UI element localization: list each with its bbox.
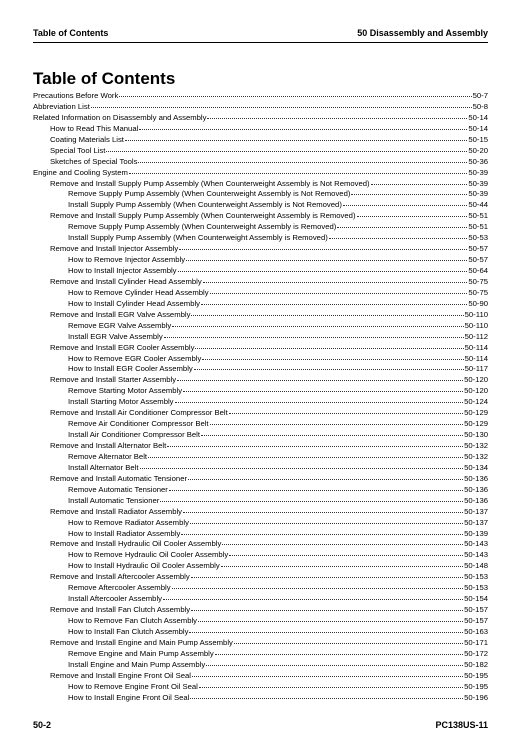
toc-dot-leader — [172, 581, 464, 589]
toc-page-number: 50-195 — [464, 670, 488, 680]
toc-entry-title: Install Automatic Tensioner — [68, 495, 160, 505]
toc-page-number: 50-51 — [468, 222, 488, 232]
toc-dot-leader — [371, 177, 468, 185]
toc-page-number: 50-57 — [468, 255, 488, 265]
toc-page-number: 50-136 — [464, 484, 488, 494]
toc-entry-title: How to Install Engine Front Oil Seal — [68, 692, 190, 702]
toc-page-number: 50-132 — [464, 451, 488, 461]
toc-page-number: 50-129 — [464, 419, 488, 429]
toc-entry-title: How to Install Hydraulic Oil Cooler Assembly — [68, 561, 220, 571]
toc-entry-title: Precautions Before Work — [33, 91, 119, 100]
toc-entry-title: Remove Supply Pump Assembly (When Counterweight Assembly is Not Removed) — [68, 189, 351, 199]
toc-dot-leader — [201, 297, 467, 305]
toc-entry-title: Remove and Install Injector Assembly — [50, 244, 179, 254]
toc-dot-leader — [179, 242, 467, 250]
toc-entry-title: Remove and Install Supply Pump Assembly (When Counterweight Assembly is Removed) — [50, 211, 356, 221]
toc-dot-leader — [203, 275, 468, 283]
toc-entry-title: Remove and Install Engine and Main Pump Assembly — [50, 637, 233, 647]
toc-dot-leader — [91, 100, 472, 108]
toc-dot-leader — [167, 439, 463, 447]
toc-page-number: 50-143 — [464, 550, 488, 560]
toc-page-number: 50-137 — [464, 517, 488, 527]
page-footer — [33, 720, 488, 734]
toc-entry-title: Remove Supply Pump Assembly (When Counterweight Assembly is Removed) — [68, 222, 337, 232]
toc-entry-title: Sketches of Special Tools — [50, 156, 138, 166]
toc-entry-title: How to Remove Cylinder Head Assembly — [68, 287, 209, 297]
toc-dot-leader — [138, 155, 467, 163]
toc-entry-title: Remove and Install Hydraulic Oil Cooler Assembly — [50, 539, 222, 549]
toc-dot-leader — [210, 417, 463, 425]
toc-dot-leader — [172, 319, 463, 327]
toc-entry-title: Install Supply Pump Assembly (When Counterweight Assembly is Not Removed) — [68, 200, 342, 210]
toc-entry-title: Remove and Install Radiator Assembly — [50, 506, 183, 516]
page-header — [33, 28, 488, 42]
toc-page-number: 50-20 — [468, 145, 488, 155]
toc-page-number: 50-182 — [464, 659, 488, 669]
toc-page-number: 50-148 — [464, 561, 488, 571]
model-number: PC138US-11 — [435, 720, 488, 730]
toc-entry-title: Remove and Install Fan Clutch Assembly — [50, 605, 191, 615]
toc-entry-title: Remove and Install Supply Pump Assembly (When Counterweight Assembly is Not Removed) — [50, 178, 370, 188]
toc-entry-title: Remove Aftercooler Assembly — [68, 583, 171, 593]
toc-dot-leader — [210, 286, 468, 294]
toc-entry-title: Related Information on Disassembly and Assembly — [33, 112, 207, 122]
toc-entry-title: How to Remove EGR Cooler Assembly — [68, 353, 202, 363]
toc-entry-title: Coating Materials List — [50, 134, 124, 144]
toc-dot-leader — [194, 362, 464, 370]
toc-dot-leader — [178, 264, 468, 272]
toc-page-number: 50-90 — [468, 298, 488, 308]
toc-page-number: 50-139 — [464, 528, 488, 538]
toc-page-number: 50-7 — [472, 91, 488, 100]
toc-page-number: 50-39 — [468, 178, 488, 188]
header-divider — [33, 42, 488, 43]
toc-dot-leader — [215, 647, 463, 655]
toc-dot-leader — [195, 341, 463, 349]
toc-page-number: 50-157 — [464, 616, 488, 625]
toc-dot-leader — [343, 198, 467, 206]
toc-entry-title: Remove Engine and Main Pump Assembly — [68, 648, 214, 658]
toc-dot-leader — [189, 625, 463, 633]
toc-entry-title: Remove and Install Alternator Belt — [50, 441, 167, 450]
toc-dot-leader — [337, 220, 467, 228]
toc-page-number: 50-14 — [468, 112, 488, 122]
toc-page-number: 50-44 — [468, 200, 488, 210]
toc-dot-leader — [177, 373, 463, 381]
toc-page-number: 50-195 — [464, 681, 488, 691]
toc-dot-leader — [191, 570, 463, 578]
toc-dot-leader — [198, 614, 463, 622]
toc-dot-leader — [140, 461, 464, 469]
toc-page-number: 50-110 — [464, 320, 488, 330]
toc-page-number: 50-143 — [464, 539, 488, 549]
header-chapter-title: 50 Disassembly and Assembly — [357, 28, 488, 38]
toc-entry-title: Remove EGR Valve Assembly — [68, 320, 172, 330]
toc-entry-title: How to Install Injector Assembly — [68, 266, 177, 275]
table-of-contents — [33, 90, 488, 703]
toc-entry-title: How to Remove Hydraulic Oil Cooler Assembly — [68, 550, 229, 560]
toc-entry-title: Install Air Conditioner Compressor Belt — [68, 430, 201, 440]
toc-entry-title: Install Supply Pump Assembly (When Counterweight Assembly is Removed) — [68, 233, 328, 243]
toc-page-number: 50-15 — [468, 134, 488, 144]
toc-entry[interactable] — [33, 692, 488, 703]
toc-page-number: 50-136 — [464, 495, 488, 505]
toc-entry-title: Remove Automatic Tensioner — [68, 484, 168, 494]
toc-entry-title: How to Remove Engine Front Oil Seal — [68, 681, 198, 691]
toc-entry-title: How to Install Radiator Assembly — [68, 528, 181, 538]
toc-page-number: 50-53 — [468, 233, 488, 243]
toc-page-number: 50-39 — [468, 167, 488, 177]
toc-entry-title: Abbreviation List — [33, 101, 90, 111]
toc-dot-leader — [190, 691, 463, 699]
toc-page-number: 50-64 — [468, 266, 488, 275]
toc-dot-leader — [160, 494, 463, 502]
toc-page-number: 50-14 — [468, 123, 488, 133]
toc-page-number: 50-154 — [464, 594, 488, 604]
toc-entry-title: Remove and Install Cylinder Head Assembly — [50, 276, 202, 286]
toc-dot-leader — [191, 308, 463, 316]
toc-dot-leader — [125, 133, 467, 141]
toc-dot-leader — [106, 144, 467, 152]
toc-page-number: 50-110 — [464, 309, 488, 319]
toc-dot-leader — [129, 166, 467, 174]
toc-dot-leader — [221, 559, 463, 567]
toc-page-number: 50-75 — [468, 276, 488, 286]
page-number: 50-2 — [33, 720, 52, 730]
toc-entry-title: Special Tool List — [50, 145, 106, 155]
toc-page-number: 50-114 — [464, 353, 488, 363]
toc-dot-leader — [190, 516, 463, 524]
toc-page-number: 50-75 — [468, 287, 488, 297]
toc-dot-leader — [169, 483, 463, 491]
toc-dot-leader — [207, 111, 467, 119]
toc-page-number: 50-117 — [464, 364, 488, 374]
toc-page-number: 50-51 — [468, 211, 488, 221]
toc-dot-leader — [329, 231, 468, 239]
toc-entry-title: Remove and Install EGR Cooler Assembly — [50, 342, 195, 352]
toc-entry-title: How to Install Cylinder Head Assembly — [68, 298, 201, 308]
toc-entry-title: How to Remove Injector Assembly — [68, 255, 186, 265]
toc-page-number: 50-130 — [464, 430, 488, 440]
toc-page-number: 50-132 — [464, 441, 488, 450]
toc-page-number: 50-163 — [464, 626, 488, 636]
toc-page-number: 50-124 — [464, 397, 488, 407]
toc-page-number: 50-157 — [464, 605, 488, 615]
toc-page-number: 50-36 — [468, 156, 488, 166]
toc-dot-leader — [163, 592, 463, 600]
toc-dot-leader — [164, 330, 464, 338]
toc-page-number: 50-120 — [464, 375, 488, 385]
toc-entry-title: How to Remove Radiator Assembly — [68, 517, 189, 527]
toc-dot-leader — [351, 187, 467, 195]
toc-page-number: 50-137 — [464, 506, 488, 516]
toc-entry-title: How to Read This Manual — [50, 123, 139, 133]
toc-entry-title: Remove and Install Starter Assembly — [50, 375, 177, 385]
toc-entry-title: Install Starting Motor Assembly — [68, 397, 174, 407]
toc-dot-leader — [183, 384, 463, 392]
toc-page-number: 50-136 — [464, 473, 488, 483]
toc-dot-leader — [139, 122, 467, 130]
page-title: Table of Contents — [33, 69, 176, 88]
toc-page-number: 50-153 — [464, 572, 488, 582]
toc-entry-title: Remove and Install Aftercooler Assembly — [50, 572, 190, 582]
toc-page-number: 50-171 — [464, 637, 488, 647]
toc-page-number: 50-8 — [472, 101, 488, 111]
toc-entry-title: How to Install Fan Clutch Assembly — [68, 626, 189, 636]
toc-entry-title: How to Install EGR Cooler Assembly — [68, 364, 193, 374]
toc-entry-title: Remove and Install Automatic Tensioner — [50, 473, 188, 483]
toc-entry-title: Remove Air Conditioner Compressor Belt — [68, 419, 209, 429]
toc-page-number: 50-172 — [464, 648, 488, 658]
toc-page-number: 50-134 — [464, 462, 488, 472]
toc-dot-leader — [183, 505, 463, 513]
toc-dot-leader — [234, 636, 463, 644]
toc-entry-title: Remove and Install Engine Front Oil Seal — [50, 670, 192, 680]
toc-dot-leader — [199, 680, 463, 688]
toc-entry-title: Remove and Install EGR Valve Assembly — [50, 309, 191, 319]
toc-entry-title: Install Alternator Belt — [68, 462, 139, 472]
toc-dot-leader — [191, 603, 463, 611]
toc-dot-leader — [188, 472, 463, 480]
toc-page-number: 50-39 — [468, 189, 488, 199]
toc-dot-leader — [229, 548, 463, 556]
toc-dot-leader — [181, 527, 463, 535]
toc-entry-title: Remove and Install Air Conditioner Compressor Belt — [50, 408, 228, 418]
toc-entry-title: Install EGR Valve Assembly — [68, 331, 163, 341]
header-section-title: Table of Contents — [33, 28, 109, 38]
toc-page-number: 50-120 — [464, 386, 488, 396]
toc-dot-leader — [175, 395, 464, 403]
toc-dot-leader — [222, 537, 463, 545]
toc-page-number: 50-129 — [464, 408, 488, 418]
toc-entry-title: Remove Alternator Belt — [68, 451, 148, 461]
toc-page-number: 50-196 — [464, 692, 488, 702]
toc-page-number: 50-114 — [464, 342, 488, 352]
toc-page-number: 50-57 — [468, 244, 488, 254]
toc-page-number: 50-153 — [464, 583, 488, 593]
toc-entry-title: Install Aftercooler Assembly — [68, 594, 162, 604]
toc-entry-title: Remove Starting Motor Assembly — [68, 386, 183, 396]
toc-entry-title: Engine and Cooling System — [33, 167, 128, 177]
toc-dot-leader — [192, 669, 463, 677]
toc-dot-leader — [148, 450, 463, 458]
toc-dot-leader — [357, 209, 468, 217]
toc-dot-leader — [119, 89, 471, 97]
toc-dot-leader — [229, 406, 463, 414]
toc-dot-leader — [202, 352, 463, 360]
toc-dot-leader — [206, 658, 463, 666]
toc-dot-leader — [201, 428, 463, 436]
toc-entry-title: How to Remove Fan Clutch Assembly — [68, 616, 198, 625]
toc-dot-leader — [186, 253, 467, 261]
toc-page-number: 50-112 — [464, 331, 488, 341]
toc-entry-title: Install Engine and Main Pump Assembly — [68, 659, 206, 669]
